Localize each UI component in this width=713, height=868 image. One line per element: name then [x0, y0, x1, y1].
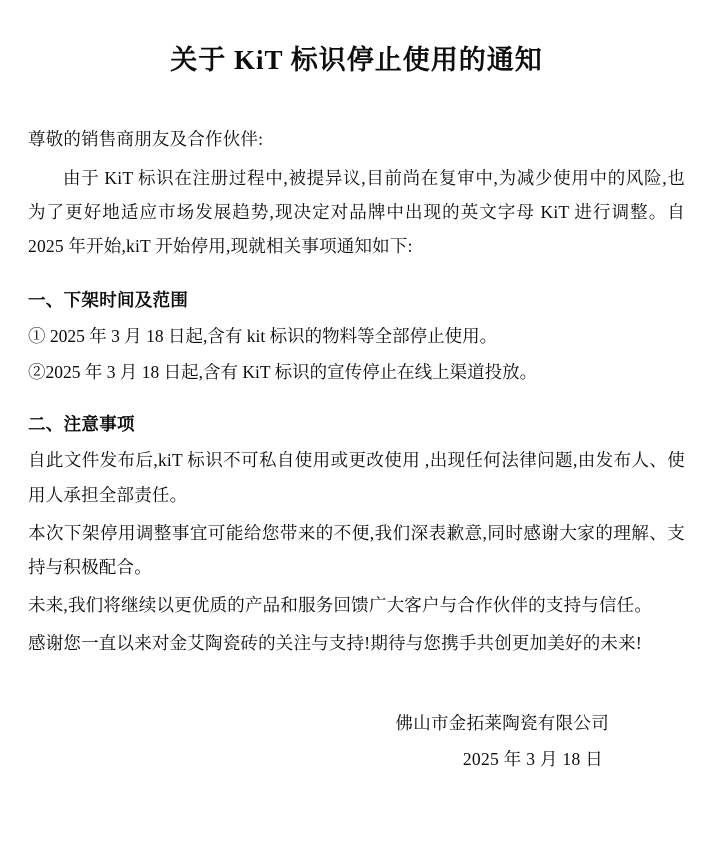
intro-paragraph: 由于 KiT 标识在注册过程中,被提异议,目前尚在复审中,为减少使用中的风险,也为了更好地适应市场发展趋势,现决定对品牌中出现的英文字母 KiT 进行调整。自 2025 年开始,kiT 开始停用,现就相关事项通知如下:: [28, 167, 685, 256]
signature-company: 佛山市金拓莱陶瓷有限公司: [395, 713, 609, 734]
signature-date: 2025 年 3 月 18 日: [462, 749, 603, 770]
section-1-item-2: ②2025 年 3 月 18 日起,含有 KiT 标识的宣传停止在线上渠道投放。: [28, 362, 538, 383]
section-heading-1: 一、下架时间及范围: [28, 289, 189, 310]
section-heading-2: 二、注意事项: [28, 414, 135, 435]
section-2-item-4: 感谢您一直以来对金艾陶瓷砖的关注与支持!期待与您携手共创更加美好的未来!: [28, 633, 642, 654]
signature-block: [28, 706, 685, 778]
section-2-item-2: 本次下架停用调整事宜可能给您带来的不便,我们深表歉意,同时感谢大家的理解、支持与积极配合。: [28, 522, 685, 577]
section-1-item-1: ① 2025 年 3 月 18 日起,含有 kit 标识的物料等全部停止使用。: [28, 326, 498, 347]
section-2-item-3: 未来,我们将继续以更优质的产品和服务回馈广大客户与合作伙伴的支持与信任。: [28, 594, 653, 615]
page-title: 关于 KiT 标识停止使用的通知: [170, 45, 543, 75]
salutation: 尊敬的销售商朋友及合作伙伴:: [28, 129, 264, 150]
section-2-item-1: 自此文件发布后,kiT 标识不可私自使用或更改使用 ,出现任何法律问题,由发布人、使用人承担全部责任。: [28, 450, 685, 505]
document-body: [28, 122, 685, 660]
